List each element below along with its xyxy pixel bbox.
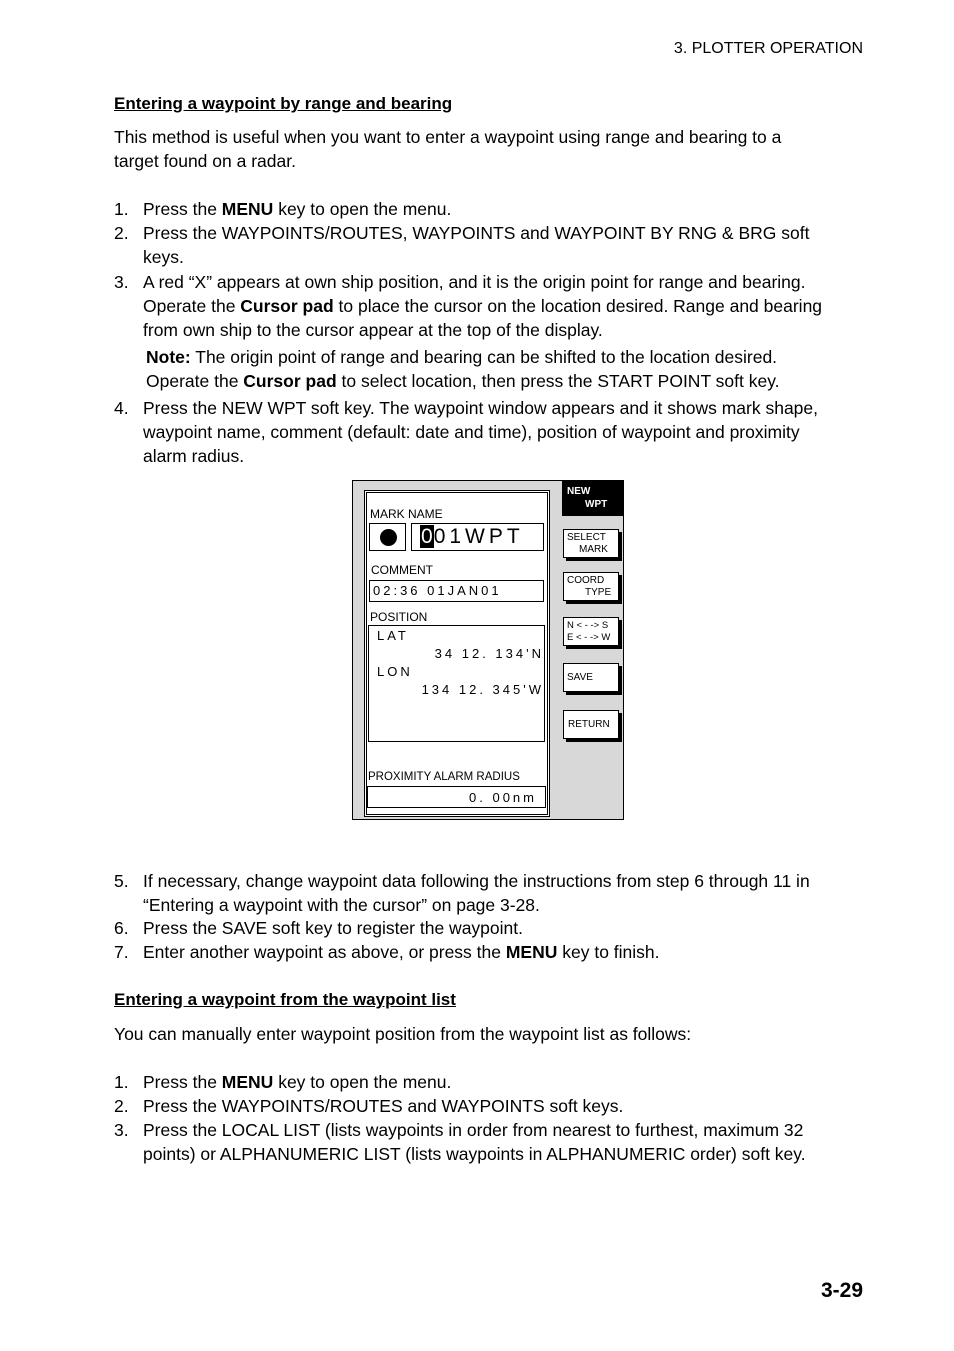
step-text: keys. [143,247,184,267]
step-text: alarm radius. [143,446,245,466]
waypoint-window-figure [352,480,624,820]
note-text: The origin point of range and bearing can be shifted to the location desired. [190,347,778,367]
key-name: Cursor pad [240,296,334,316]
softkey-menu-title [562,481,624,516]
step-number: 7. [114,942,129,962]
step-text: Press the [143,199,222,219]
step-number: 2. [114,1096,129,1116]
step-text: from own ship to the cursor appear at the top of the display. [143,320,603,340]
intro-line-2: target found on a radar. [114,151,296,171]
step-text: “Entering a waypoint with the cursor” on page 3-28. [143,895,540,915]
step-text: Press the LOCAL LIST (lists waypoints in order from nearest to furthest, maximum 32 [143,1120,804,1140]
softkey-label: MARK [579,544,608,555]
page-number: 3-29 [820,1279,863,1302]
text-cursor: 0 [421,525,433,548]
step-text: Press the WAYPOINTS/ROUTES and WAYPOINTS soft keys. [143,1096,624,1116]
note-text: to select location, then press the START POINT soft key. [336,371,780,391]
return-softkey[interactable] [563,710,619,739]
softkey-label: SELECT [567,532,606,543]
comment-field[interactable] [369,580,544,602]
mark-name-value: 01WPT [433,525,524,548]
softkey-label: N < - -> S [567,620,609,631]
step-number: 4. [114,398,129,418]
step-text: to place the cursor on the location desired. Range and bearing [333,296,823,316]
step-number: 3. [114,272,129,292]
proximity-value: 0. 00nm [469,790,537,805]
lon-label: LON [377,664,413,679]
step-text: key to open the menu. [273,1072,452,1092]
step-number: 5. [114,871,129,891]
step-text: Press the WAYPOINTS/ROUTES, WAYPOINTS and WAYPOINT BY RNG & BRG soft [143,223,810,243]
coord-type-softkey[interactable] [563,572,619,601]
mark-name-field[interactable] [411,523,544,551]
note [146,345,863,393]
step-text: If necessary, change waypoint data following the instructions from step 6 through 11 in [143,871,810,891]
step-text: Operate the [143,296,241,316]
lon-value: 134 12. 345'W [421,682,544,697]
section-heading-range-bearing: Entering a waypoint by range and bearing [114,94,453,113]
step-number: 3. [114,1120,129,1140]
step-text: A red “X” appears at own ship position, and it is the origin point for range and bearing. [143,272,806,292]
key-name: MENU [221,199,274,219]
lat-value: 34 12. 134'N [434,646,544,661]
step-text: Press the [143,1072,222,1092]
step-text: waypoint name, comment (default: date and time), position of waypoint and proximity [143,422,800,442]
proximity-field[interactable] [367,786,546,808]
step-text: Enter another waypoint as above, or press the [143,942,506,962]
step-number: 1. [114,199,129,219]
step-text: points) or ALPHANUMERIC LIST (lists waypoints in ALPHANUMERIC order) soft key. [143,1144,806,1164]
step-number: 2. [114,223,129,243]
select-mark-softkey[interactable] [563,529,619,558]
position-label: POSITION [370,610,428,624]
waypoint-window-panel [364,490,550,817]
softkey-label: SAVE [567,672,593,683]
save-softkey[interactable] [563,663,619,692]
step-number: 1. [114,1072,129,1092]
comment-label: COMMENT [371,563,433,577]
section-heading-waypoint-list: Entering a waypoint from the waypoint list [114,990,456,1009]
step-text: key to open the menu. [273,199,452,219]
key-name: Cursor pad [243,371,337,391]
comment-value: 02:36 01JAN01 [373,583,502,598]
softkey-title-line: WPT [585,499,608,510]
softkey-label: TYPE [585,587,612,598]
step-text: key to finish. [557,942,660,962]
position-field[interactable] [368,625,545,742]
softkey-label: COORD [567,575,605,586]
section2-intro: You can manually enter waypoint position from the waypoint list as follows: [114,1024,692,1044]
step-text: Press the NEW WPT soft key. The waypoint window appears and it shows mark shape, [143,398,819,418]
filled-circle-mark-icon [380,529,397,546]
softkey-label: E < - -> W [567,632,611,643]
softkey-label: RETURN [568,719,610,730]
mark-shape-box[interactable] [369,523,406,551]
softkey-title-line: NEW [567,486,591,497]
note-label: Note: [146,347,191,367]
running-header: 3. PLOTTER OPERATION [673,40,863,57]
direction-toggle-softkey[interactable] [563,617,619,646]
lat-label: LAT [377,628,409,643]
mark-name-label: MARK NAME [370,507,443,521]
key-name: MENU [505,942,558,962]
proximity-label: PROXIMITY ALARM RADIUS [368,771,520,783]
step-number: 6. [114,918,129,938]
intro-line-1: This method is useful when you want to enter a waypoint using range and bearing to a [114,127,782,147]
step-text: Press the SAVE soft key to register the waypoint. [143,918,523,938]
note-text: Operate the [146,371,244,391]
key-name: MENU [221,1072,274,1092]
